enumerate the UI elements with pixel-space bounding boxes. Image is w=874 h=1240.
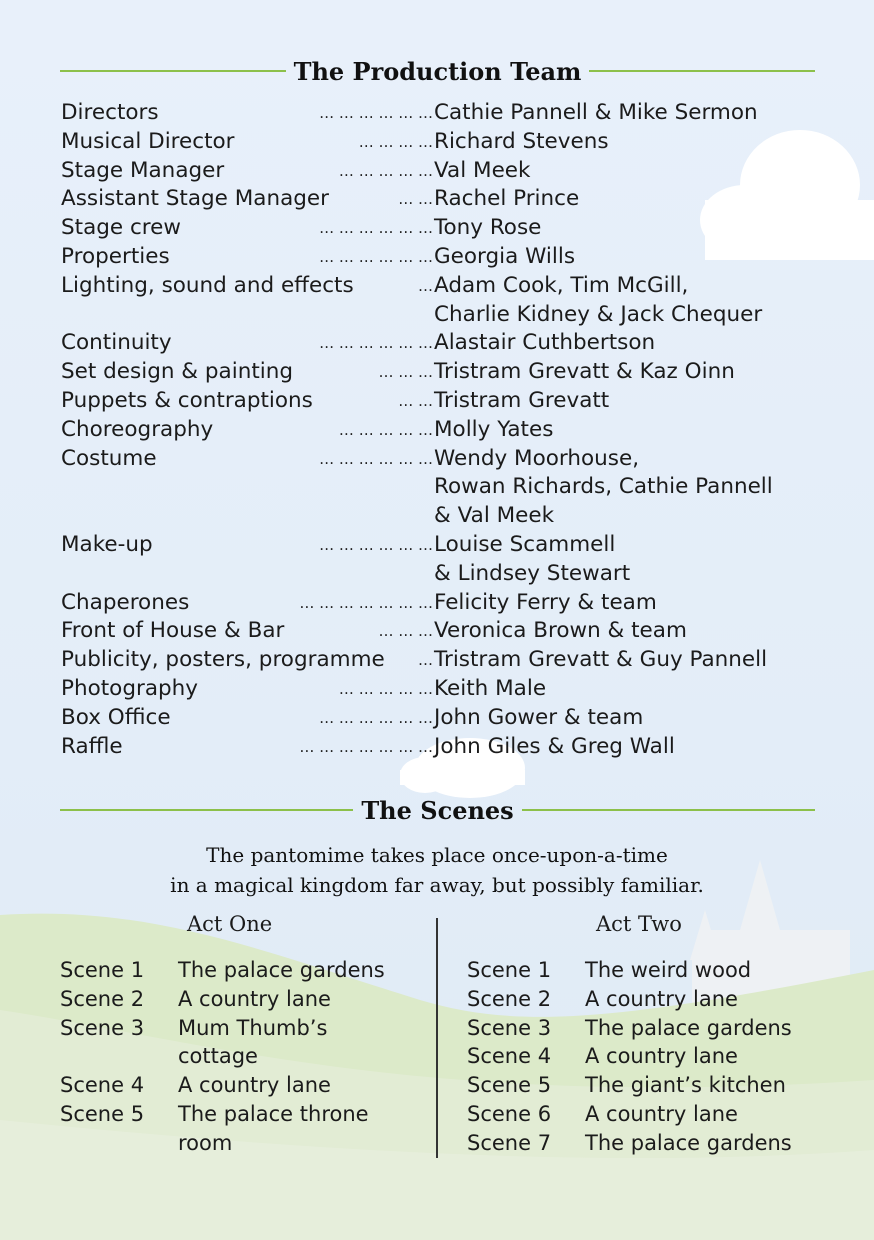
team-row	[61, 531, 821, 589]
team-row	[61, 733, 821, 762]
team-names	[434, 387, 794, 416]
team-role-label: Choreography	[61, 416, 214, 442]
team-name-line: Veronica Brown & team	[434, 618, 687, 644]
scene-description	[585, 1014, 825, 1043]
team-names	[434, 214, 794, 243]
team-role	[61, 531, 433, 589]
scene-row	[467, 1100, 825, 1129]
team-names	[434, 329, 794, 358]
team-role	[61, 704, 433, 733]
leader-dots: … … … … …	[338, 161, 433, 180]
team-names	[434, 185, 794, 214]
production-team-title: The Production Team	[293, 56, 582, 86]
team-name-line: John Giles & Greg Wall	[434, 733, 675, 759]
scenes-intro	[0, 840, 874, 900]
scene-number: Scene 7	[467, 1130, 552, 1155]
team-name-line: Tristram Grevatt & Guy Pannell	[434, 647, 768, 673]
team-row	[61, 445, 821, 531]
team-row	[61, 358, 821, 387]
scene-number: Scene 3	[60, 1015, 145, 1040]
scene-description-line: room	[178, 1130, 233, 1155]
scene-number: Scene 4	[467, 1044, 552, 1069]
team-role	[61, 243, 433, 272]
scene-description	[178, 1014, 418, 1072]
leader-dots: … … …	[378, 363, 433, 382]
team-role-label: Raffle	[61, 733, 123, 759]
team-names	[434, 589, 794, 618]
scene-row	[467, 956, 825, 985]
team-name-line: Georgia Wills	[434, 243, 576, 269]
team-name-line: John Gower & team	[434, 704, 644, 730]
leader-dots: … … …	[378, 622, 433, 641]
leader-dots: … … … … …	[338, 679, 433, 698]
team-role	[61, 589, 433, 618]
team-names	[434, 733, 794, 762]
team-role-label: Set design & painting	[61, 359, 293, 385]
team-row	[61, 329, 821, 358]
team-role	[61, 157, 433, 186]
team-role	[61, 99, 433, 128]
team-name-line: Alastair Cuthbertson	[434, 330, 656, 356]
team-row	[61, 128, 821, 157]
scene-description	[585, 1129, 825, 1158]
leader-dots: … … … … …	[338, 420, 433, 439]
scene-row	[467, 1014, 825, 1043]
scene-number: Scene 6	[467, 1101, 552, 1126]
team-names	[434, 243, 794, 272]
team-names	[434, 646, 794, 675]
team-names	[434, 675, 794, 704]
scene-row	[467, 1042, 825, 1071]
leader-dots: … … … … … …	[319, 219, 433, 238]
team-role	[61, 214, 433, 243]
scene-description	[585, 985, 825, 1014]
leader-dots: … … … … … … …	[299, 737, 433, 756]
team-role-label: Lighting, sound and effects	[61, 272, 354, 298]
team-row	[61, 617, 821, 646]
team-role-label: Chaperones	[61, 589, 190, 615]
team-name-line: Molly Yates	[434, 416, 554, 442]
heading-rule-right	[589, 70, 815, 72]
leader-dots: … … … … … … …	[299, 593, 433, 612]
production-team-heading	[60, 56, 815, 86]
scene-row	[467, 1071, 825, 1100]
scene-row	[467, 1129, 825, 1158]
team-role-label: Properties	[61, 243, 170, 269]
scene-description-line: The palace gardens	[585, 1130, 792, 1155]
scene-description-line: A country lane	[178, 986, 331, 1011]
scene-description-line: A country lane	[585, 986, 738, 1011]
team-names	[434, 272, 794, 330]
team-row	[61, 589, 821, 618]
leader-dots: … … … …	[358, 132, 433, 151]
team-role	[61, 387, 433, 416]
team-name-line: Rachel Prince	[434, 186, 580, 212]
team-names	[434, 445, 794, 531]
team-row	[61, 243, 821, 272]
scene-number: Scene 4	[60, 1073, 145, 1098]
scene-number: Scene 3	[467, 1015, 552, 1040]
scene-number: Scene 2	[60, 986, 145, 1011]
team-row	[61, 157, 821, 186]
team-role	[61, 445, 433, 531]
team-name-line: Charlie Kidney & Jack Chequer	[434, 301, 763, 327]
team-role-label: Continuity	[61, 330, 172, 356]
team-row	[61, 214, 821, 243]
intro-line-2: in a magical kingdom far away, but possibly familiar.	[170, 873, 704, 897]
heading-rule-left	[60, 809, 353, 811]
scene-row	[60, 985, 418, 1014]
scene-number: Scene 5	[467, 1073, 552, 1098]
team-name-line: Louise Scammell	[434, 531, 616, 557]
team-role	[61, 185, 433, 214]
scene-description-line: A country lane	[178, 1073, 331, 1098]
scenes-title: The Scenes	[361, 795, 514, 825]
leader-dots: … … … … … …	[319, 449, 433, 468]
team-role	[61, 329, 433, 358]
scene-description-line: The weird wood	[585, 958, 752, 982]
leader-dots: … … … … … …	[319, 535, 433, 554]
team-role-label: Musical Director	[61, 128, 235, 154]
team-role-label: Front of House & Bar	[61, 618, 285, 644]
scene-description-line: cottage	[178, 1044, 258, 1069]
scene-description	[585, 1042, 825, 1071]
team-role-label: Stage crew	[61, 215, 181, 241]
leader-dots: … … … … … …	[319, 104, 433, 122]
scene-description-line: A country lane	[585, 1044, 738, 1069]
production-team-list	[61, 99, 821, 761]
team-name-line: & Val Meek	[434, 503, 555, 529]
team-role-label: Make-up	[61, 531, 153, 557]
act-divider	[436, 918, 438, 1158]
team-name-line: Tristram Grevatt & Kaz Oinn	[434, 359, 735, 385]
team-name-line: Tony Rose	[434, 215, 542, 241]
scene-description	[178, 956, 418, 985]
team-role-label: Photography	[61, 675, 198, 701]
scene-number: Scene 5	[60, 1101, 145, 1126]
act-one-heading: Act One	[187, 912, 273, 936]
scene-description-line: The palace gardens	[585, 1015, 792, 1040]
team-name-line: Rowan Richards, Cathie Pannell	[434, 474, 773, 500]
team-name-line: & Lindsey Stewart	[434, 560, 631, 586]
scene-description	[585, 956, 825, 985]
leader-dots: … … … … … …	[319, 247, 433, 266]
scene-description	[178, 1100, 418, 1158]
team-role-label: Assistant Stage Manager	[61, 186, 329, 212]
team-role-label: Publicity, posters, programme	[61, 647, 385, 673]
scene-description	[178, 1071, 418, 1100]
team-row	[61, 185, 821, 214]
team-name-line: Cathie Pannell & Mike Sermon	[434, 100, 758, 125]
scene-description-line: Mum Thumb’s	[178, 1015, 328, 1040]
scene-number: Scene 1	[467, 958, 552, 982]
team-role	[61, 617, 433, 646]
scene-description	[585, 1100, 825, 1129]
leader-dots: … …	[398, 190, 433, 209]
team-name-line: Wendy Moorhouse,	[434, 445, 640, 471]
act-one-scene-list	[60, 956, 418, 1158]
team-role	[61, 675, 433, 704]
team-row	[61, 704, 821, 733]
team-names	[434, 531, 794, 589]
scene-row	[467, 985, 825, 1014]
team-row	[61, 387, 821, 416]
team-row	[61, 272, 821, 330]
scene-row	[60, 1071, 418, 1100]
team-names	[434, 358, 794, 387]
team-role	[61, 272, 433, 330]
team-role	[61, 358, 433, 387]
heading-rule-right	[522, 809, 815, 811]
team-name-line: Tristram Grevatt	[434, 387, 610, 413]
heading-rule-left	[60, 70, 286, 72]
team-row	[61, 646, 821, 675]
scene-row	[60, 1100, 418, 1158]
team-role	[61, 733, 433, 762]
team-row	[61, 675, 821, 704]
leader-dots: … … … … … …	[319, 708, 433, 727]
team-role-label: Box Office	[61, 704, 171, 730]
team-names	[434, 99, 794, 128]
scene-description	[178, 985, 418, 1014]
scene-description-line: The palace throne	[178, 1101, 369, 1126]
team-names	[434, 416, 794, 445]
team-name-line: Felicity Ferry & team	[434, 589, 657, 615]
scene-row	[60, 956, 418, 985]
scene-number: Scene 2	[467, 986, 552, 1011]
team-role-label: Directors	[61, 100, 159, 125]
team-role-label: Stage Manager	[61, 157, 225, 183]
team-role-label: Costume	[61, 445, 157, 471]
team-row	[61, 416, 821, 445]
scene-description-line: The giant’s kitchen	[585, 1073, 786, 1098]
team-row	[61, 99, 821, 128]
scene-description-line: The palace gardens	[178, 958, 385, 982]
scene-row	[60, 1014, 418, 1072]
team-names	[434, 704, 794, 733]
team-names	[434, 617, 794, 646]
act-two-heading: Act Two	[596, 912, 682, 936]
team-name-line: Richard Stevens	[434, 128, 609, 154]
team-role	[61, 646, 433, 675]
leader-dots: …	[418, 276, 433, 295]
team-names	[434, 157, 794, 186]
leader-dots: …	[418, 651, 433, 670]
scenes-heading	[60, 795, 815, 825]
team-role	[61, 128, 433, 157]
scene-description-line: A country lane	[585, 1101, 738, 1126]
team-role	[61, 416, 433, 445]
team-role-label: Puppets & contraptions	[61, 387, 313, 413]
leader-dots: … …	[398, 391, 433, 410]
act-two-scene-list	[467, 956, 825, 1158]
scene-description	[585, 1071, 825, 1100]
team-name-line: Val Meek	[434, 157, 531, 183]
team-name-line: Keith Male	[434, 675, 547, 701]
leader-dots: … … … … … …	[319, 334, 433, 353]
team-names	[434, 128, 794, 157]
intro-line-1: The pantomime takes place once-upon-a-time	[206, 843, 668, 867]
team-name-line: Adam Cook, Tim McGill,	[434, 272, 689, 298]
scene-number: Scene 1	[60, 958, 145, 982]
